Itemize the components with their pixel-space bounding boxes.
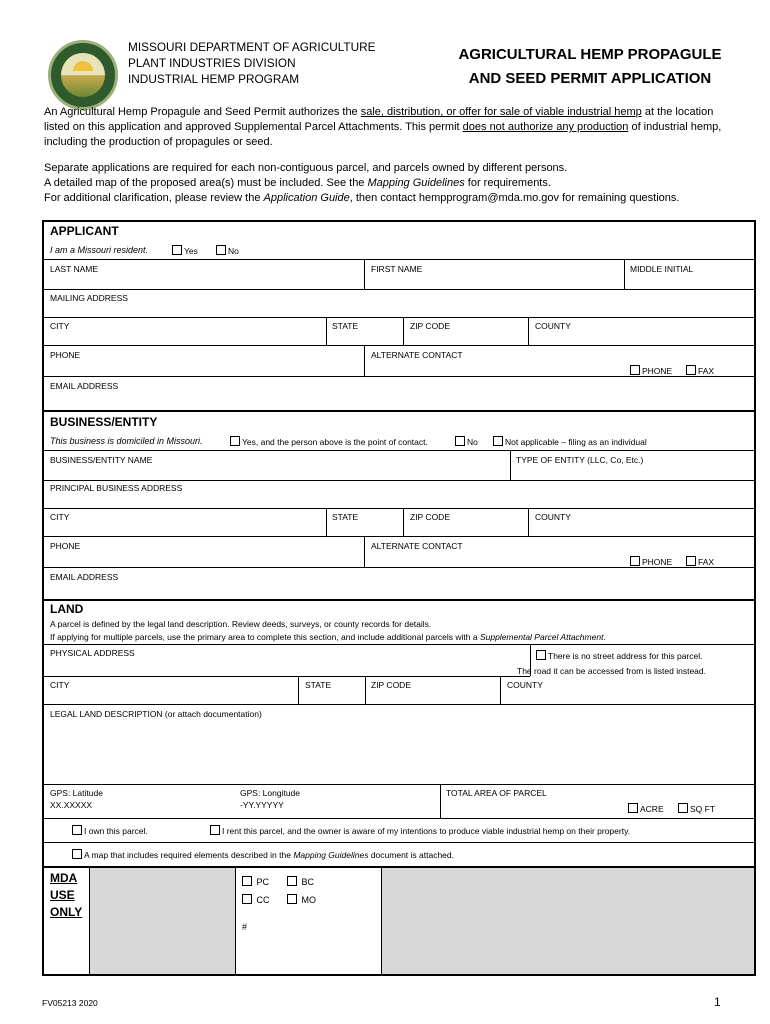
phone-label: PHONE xyxy=(50,541,81,551)
cc-checkbox[interactable] xyxy=(242,894,252,904)
intro-paragraph-1 xyxy=(44,105,734,150)
page-title xyxy=(440,43,740,91)
business-name-label: BUSINESS/ENTITY NAME xyxy=(50,455,153,465)
phone-label: PHONE xyxy=(50,350,81,360)
text: document is attached. xyxy=(368,850,454,860)
text: I am a Missouri resident. xyxy=(50,245,149,255)
no-checkbox[interactable] xyxy=(455,436,465,446)
text: for requirements. xyxy=(464,177,551,189)
mda-grey-cell xyxy=(382,868,754,974)
text: of industrial hemp, including the production of propagules or seed. xyxy=(44,121,722,148)
text: Not applicable – filing as an individual xyxy=(505,437,647,447)
first-name-label: FIRST NAME xyxy=(371,264,423,274)
land-heading: LAND xyxy=(50,602,84,616)
text: FAX xyxy=(698,557,715,567)
city-label: CITY xyxy=(50,321,70,331)
resident-yes-option[interactable] xyxy=(172,245,198,256)
acre-checkbox[interactable] xyxy=(628,803,638,813)
mo-checkbox[interactable] xyxy=(287,894,297,904)
text: There is no street address for this parcel. xyxy=(548,651,703,661)
gps-longitude-label: GPS: Longitude xyxy=(240,788,301,798)
domiciled-yes-option[interactable] xyxy=(230,436,428,447)
gps-longitude-format: -YY.YYYYY xyxy=(240,800,284,810)
business-heading: BUSINESS/ENTITY xyxy=(50,415,158,429)
gps-latitude-label: GPS: Latitude xyxy=(50,788,103,798)
cc-option[interactable] xyxy=(242,894,270,905)
pc-checkbox[interactable] xyxy=(242,876,252,886)
text: Mapping Guidelines xyxy=(293,850,369,860)
zip-label: ZIP CODE xyxy=(410,512,450,522)
phone-checkbox[interactable] xyxy=(630,365,640,375)
bc-checkbox[interactable] xyxy=(287,876,297,886)
physical-address-label: PHYSICAL ADDRESS xyxy=(50,648,135,658)
entity-type-label: TYPE OF ENTITY (LLC, Co, Etc.) xyxy=(516,455,644,465)
principal-address-label: PRINCIPAL BUSINESS ADDRESS xyxy=(50,483,183,493)
acre-option[interactable] xyxy=(628,803,664,814)
text: I rent this parcel, and the owner is aware of my intentions to produce viable industrial hemp on their property. xyxy=(222,826,631,836)
map-checkbox[interactable] xyxy=(72,849,82,859)
title-line: AND SEED PERMIT APPLICATION xyxy=(468,70,712,87)
text: No xyxy=(228,246,239,256)
text: For additional clarification, please review the xyxy=(44,192,264,204)
no-street-note: The road it can be accessed from is listed instead. xyxy=(517,666,706,676)
form-code: FV05213 2020 xyxy=(42,998,98,1008)
no-checkbox[interactable] xyxy=(216,245,226,255)
no-street-option[interactable] xyxy=(536,650,703,661)
sqft-option[interactable] xyxy=(678,803,715,814)
fax-checkbox[interactable] xyxy=(686,556,696,566)
city-label: CITY xyxy=(50,680,70,690)
zip-label: ZIP CODE xyxy=(371,680,411,690)
org-line: INDUSTRIAL HEMP PROGRAM xyxy=(128,72,300,86)
mda-use-only-label xyxy=(50,870,82,921)
text: . xyxy=(603,632,606,642)
text: An Agricultural Hemp Propagule and Seed Permit authorizes the xyxy=(44,106,361,118)
alt-phone-option[interactable] xyxy=(630,556,672,567)
text: FAX xyxy=(698,366,715,376)
bc-option[interactable] xyxy=(287,876,314,887)
rent-parcel-option[interactable] xyxy=(210,825,630,836)
phone-checkbox[interactable] xyxy=(630,556,640,566)
text: PHONE xyxy=(642,366,673,376)
text: USE xyxy=(50,888,75,902)
text: MO xyxy=(301,895,317,905)
resident-no-option[interactable] xyxy=(216,245,239,256)
alt-contact-label: ALTERNATE CONTACT xyxy=(371,350,463,360)
text: Yes xyxy=(184,246,198,256)
text: I own this parcel. xyxy=(84,826,148,836)
text: If applying for multiple parcels, use the primary area to complete this section, and include additional parcels with a xyxy=(50,632,480,642)
org-line: PLANT INDUSTRIES DIVISION xyxy=(128,56,296,70)
application-form xyxy=(42,220,756,976)
text: , then contact hempprogram@mda.mo.gov for remaining questions. xyxy=(349,192,680,204)
alt-contact-label: ALTERNATE CONTACT xyxy=(371,541,463,551)
text: ACRE xyxy=(640,804,664,814)
permit-number-label: # xyxy=(242,922,248,932)
text: MDA xyxy=(50,871,78,885)
state-label: STATE xyxy=(332,321,359,331)
alt-fax-option[interactable] xyxy=(686,556,714,567)
county-label: COUNTY xyxy=(507,680,543,690)
state-label: STATE xyxy=(305,680,332,690)
own-parcel-option[interactable] xyxy=(72,825,148,836)
zip-label: ZIP CODE xyxy=(410,321,450,331)
text: A map that includes required elements described in the xyxy=(84,850,294,860)
text: at the location listed on this application and approved Supplemental Parcel Attachments. This permit xyxy=(44,106,714,133)
gps-latitude-format: XX.XXXXX xyxy=(50,800,93,810)
total-area-label: TOTAL AREA OF PARCEL xyxy=(446,788,547,798)
org-line: MISSOURI DEPARTMENT OF AGRICULTURE xyxy=(128,40,376,54)
intro-text xyxy=(44,105,734,217)
not-applicable-option[interactable] xyxy=(493,436,647,447)
text: No xyxy=(467,437,478,447)
text: SQ FT xyxy=(690,804,716,814)
sqft-checkbox[interactable] xyxy=(678,803,688,813)
text: Supplemental Parcel Attachment xyxy=(479,632,604,642)
seal-emblem-icon xyxy=(61,53,105,97)
text: sale, distribution, or offer for sale of viable industrial hemp xyxy=(360,106,642,118)
text: A detailed map of the proposed area(s) must be included. See the xyxy=(44,177,368,189)
text: ONLY xyxy=(50,905,83,919)
last-name-label: LAST NAME xyxy=(50,264,99,274)
land-description: A parcel is defined by the legal land description. Review deeds, surveys, or county records for details. xyxy=(50,619,432,629)
domiciled-no-option[interactable] xyxy=(455,436,478,447)
email-label: EMAIL ADDRESS xyxy=(50,381,119,391)
county-label: COUNTY xyxy=(535,512,571,522)
intro-paragraph-2 xyxy=(44,161,734,206)
middle-initial-label: MIDDLE INITIAL xyxy=(630,264,694,274)
city-label: CITY xyxy=(50,512,70,522)
email-label: EMAIL ADDRESS xyxy=(50,572,119,582)
organization-block xyxy=(128,39,376,87)
mda-grey-cell xyxy=(90,868,235,974)
page-number: 1 xyxy=(714,995,721,1009)
legal-description-label: LEGAL LAND DESCRIPTION (or attach documentation) xyxy=(50,709,262,719)
no-street-checkbox[interactable] xyxy=(536,650,546,660)
yes-checkbox[interactable] xyxy=(172,245,182,255)
county-label: COUNTY xyxy=(535,321,571,331)
alt-phone-option[interactable] xyxy=(630,365,672,376)
yes-checkbox[interactable] xyxy=(230,436,240,446)
alt-fax-option[interactable] xyxy=(686,365,714,376)
text: CC xyxy=(256,895,270,905)
state-label: STATE xyxy=(332,512,359,522)
applicant-heading: APPLICANT xyxy=(50,224,119,238)
na-checkbox[interactable] xyxy=(493,436,503,446)
resident-question xyxy=(50,245,148,255)
text: Separate applications are required for each non-contiguous parcel, and parcels owned by different persons. xyxy=(44,162,568,174)
own-checkbox[interactable] xyxy=(72,825,82,835)
title-line: AGRICULTURAL HEMP PROPAGULE xyxy=(458,46,722,63)
text: Mapping Guidelines xyxy=(367,177,465,189)
text: BC xyxy=(301,877,315,887)
map-attached-option[interactable] xyxy=(72,849,454,860)
text: Yes, and the person above is the point of contact. xyxy=(242,437,428,447)
land-multiple-parcels-note xyxy=(50,632,606,642)
mda-seal xyxy=(48,40,118,110)
domiciled-question: This business is domiciled in Missouri. xyxy=(50,436,203,446)
text: does not authorize any production xyxy=(462,121,629,133)
text: PC xyxy=(256,877,270,887)
fax-checkbox[interactable] xyxy=(686,365,696,375)
text: Application Guide xyxy=(263,192,350,204)
rent-checkbox[interactable] xyxy=(210,825,220,835)
mo-option[interactable] xyxy=(287,894,316,905)
text: PHONE xyxy=(642,557,673,567)
pc-option[interactable] xyxy=(242,876,269,887)
mailing-address-label: MAILING ADDRESS xyxy=(50,293,128,303)
